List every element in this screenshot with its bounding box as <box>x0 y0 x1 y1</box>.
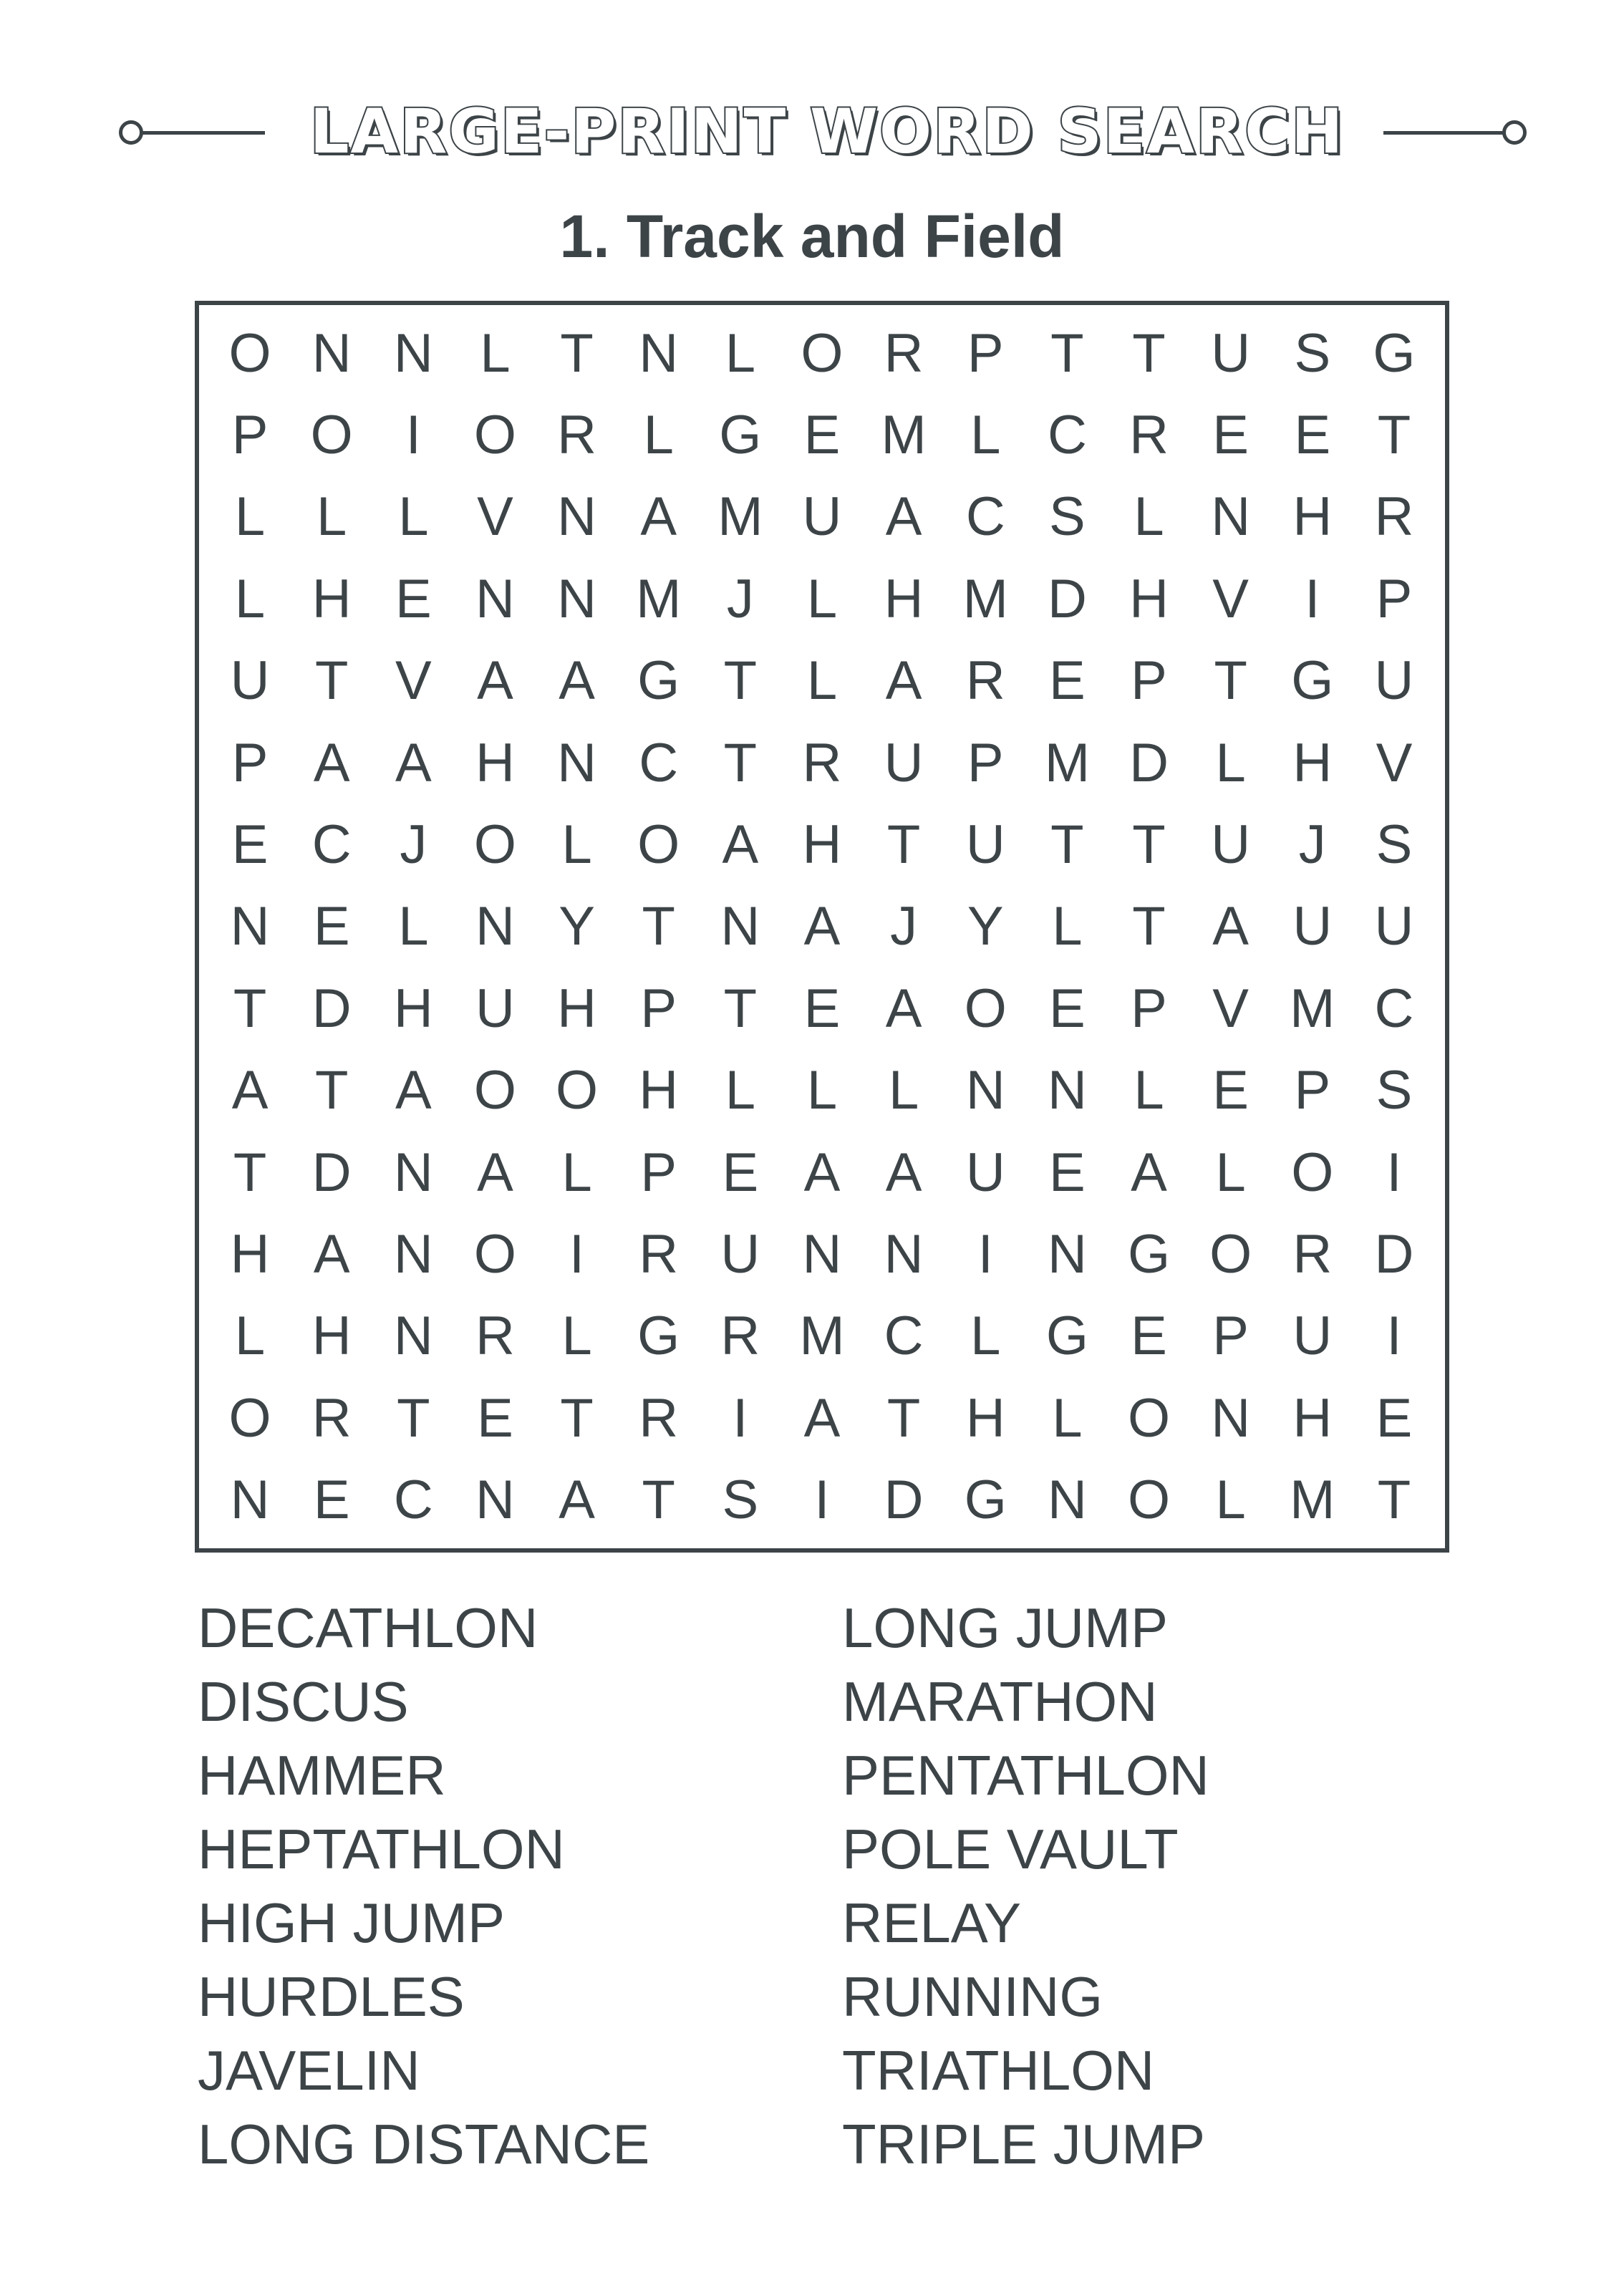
grid-cell: N <box>639 322 679 384</box>
grid-cell: T <box>233 1142 267 1203</box>
grid-cell: P <box>967 732 1004 793</box>
word-list-item: RUNNING <box>842 1965 1103 2028</box>
grid-cell: T <box>723 978 758 1039</box>
grid-cell: R <box>311 1387 352 1449</box>
grid-cell: U <box>802 486 842 548</box>
grid-cell: A <box>477 1142 513 1203</box>
grid-cell: T <box>642 896 675 957</box>
grid-cell: L <box>1134 486 1164 548</box>
grid-cell: N <box>557 486 597 548</box>
puzzle-title: 1. Track and Field <box>559 203 1065 270</box>
header-ornament-left-dot <box>119 120 143 145</box>
word-list-item: HURDLES <box>198 1965 465 2028</box>
word-list-item: RELAY <box>842 1891 1021 1954</box>
grid-cell: R <box>720 1305 760 1367</box>
grid-cell: N <box>1211 1387 1251 1449</box>
grid-cell: H <box>1292 486 1333 548</box>
grid-cell: C <box>311 814 352 876</box>
grid-cell: T <box>560 1387 594 1449</box>
grid-cell: E <box>313 896 350 957</box>
grid-cell: M <box>799 1305 845 1367</box>
grid-cell: E <box>477 1387 513 1449</box>
grid-cell: O <box>1127 1387 1171 1449</box>
grid-cell: O <box>1127 1469 1171 1531</box>
grid-cell: D <box>1047 568 1087 629</box>
grid-cell: T <box>1132 322 1166 384</box>
grid-cell: C <box>393 1469 433 1531</box>
grid-cell: N <box>475 568 515 629</box>
grid-cell: N <box>557 732 597 793</box>
grid-cell: I <box>1305 568 1320 629</box>
word-list-item: TRIPLE JUMP <box>842 2113 1206 2176</box>
grid-cell: L <box>234 568 266 629</box>
grid-cell: D <box>311 978 352 1039</box>
grid-cell: P <box>231 732 269 793</box>
grid-cell: A <box>231 1060 269 1121</box>
grid-cell: O <box>228 1387 271 1449</box>
grid-cell: R <box>557 405 597 466</box>
grid-cell: I <box>814 1469 830 1531</box>
grid-cell: U <box>965 1142 1005 1203</box>
grid-cell: Y <box>559 896 595 957</box>
word-list-left-column <box>198 1591 649 2181</box>
grid-cell: L <box>970 405 1001 466</box>
grid-cell: D <box>311 1142 352 1203</box>
grid-cell: H <box>475 732 515 793</box>
grid-cell: E <box>1049 978 1086 1039</box>
word-list-item: POLE VAULT <box>842 1818 1179 1881</box>
grid-cell: O <box>473 405 517 466</box>
grid-cell: R <box>639 1224 679 1285</box>
grid-cell: H <box>1129 568 1169 629</box>
grid-cell: O <box>310 405 353 466</box>
grid-cell: U <box>965 814 1005 876</box>
grid-cell: T <box>560 322 594 384</box>
grid-cell: M <box>1290 978 1335 1039</box>
grid-cell: O <box>1291 1142 1334 1203</box>
word-list-item: HEPTATHLON <box>198 1818 565 1881</box>
grid-cell: N <box>475 1469 515 1531</box>
grid-cell: A <box>885 650 922 712</box>
grid-cell: L <box>398 486 429 548</box>
grid-cell: G <box>719 405 762 466</box>
grid-cell: H <box>393 978 433 1039</box>
grid-cell: N <box>393 1224 433 1285</box>
grid-cell: E <box>1212 1060 1249 1121</box>
grid-cell: L <box>806 1060 838 1121</box>
grid-cell: Y <box>967 896 1004 957</box>
grid-cell: P <box>231 405 269 466</box>
grid-cell: H <box>311 1305 352 1367</box>
grid-cell: L <box>888 1060 919 1121</box>
grid-cell: N <box>230 896 270 957</box>
word-list-item: HAMMER <box>198 1744 446 1807</box>
grid-cell: G <box>1291 650 1334 712</box>
grid-cell: U <box>1211 322 1251 384</box>
grid-cell: E <box>1049 650 1086 712</box>
grid-cell: V <box>395 650 432 712</box>
grid-cell: G <box>1127 1224 1171 1285</box>
word-list-item: TRIATHLON <box>842 2039 1155 2102</box>
grid-cell: A <box>803 896 841 957</box>
grid-cell: L <box>1052 1387 1083 1449</box>
grid-cell: L <box>561 1142 592 1203</box>
grid-cell: T <box>723 650 758 712</box>
grid-cell: N <box>311 322 352 384</box>
grid-cell: R <box>1129 405 1169 466</box>
grid-cell: L <box>806 568 838 629</box>
grid-cell: A <box>559 650 595 712</box>
page-header <box>0 93 1624 172</box>
grid-cell: T <box>1050 814 1084 876</box>
grid-cell: M <box>636 568 682 629</box>
grid-cell: L <box>480 322 511 384</box>
grid-cell: L <box>725 1060 755 1121</box>
grid-cell: H <box>557 978 597 1039</box>
grid-cell: S <box>1376 1060 1413 1121</box>
grid-cell: E <box>313 1469 350 1531</box>
grid-cell: O <box>556 1060 599 1121</box>
grid-cell: J <box>890 896 918 957</box>
grid-cell: M <box>1290 1469 1335 1531</box>
grid-cell: P <box>640 1142 677 1203</box>
grid-cell: I <box>733 1387 748 1449</box>
grid-cell: G <box>1045 1305 1088 1367</box>
grid-cell: I <box>1386 1142 1402 1203</box>
grid-cell: A <box>1212 896 1249 957</box>
grid-cell: T <box>1377 405 1411 466</box>
grid-cell: C <box>1374 978 1414 1039</box>
grid-cell: S <box>1294 322 1331 384</box>
grid-cell: T <box>397 1387 430 1449</box>
grid-cell: O <box>801 322 844 384</box>
grid-cell: A <box>395 1060 432 1121</box>
grid-cell: O <box>473 814 517 876</box>
grid-cell: H <box>230 1224 270 1285</box>
grid-cell: L <box>234 1305 266 1367</box>
grid-cell: A <box>803 1387 841 1449</box>
word-list-item: HIGH JUMP <box>198 1891 505 1954</box>
grid-cell: V <box>1212 978 1249 1039</box>
grid-cell: E <box>1131 1305 1167 1367</box>
grid-cell: U <box>475 978 515 1039</box>
grid-cell: E <box>1376 1387 1413 1449</box>
grid-cell: E <box>1212 405 1249 466</box>
grid-cell: S <box>722 1469 759 1531</box>
word-list-right-column <box>842 1591 1209 2181</box>
grid-cell: T <box>723 732 758 793</box>
header-ornament-right-dot <box>1502 120 1527 145</box>
word-list-item: MARATHON <box>842 1670 1158 1733</box>
grid-cell: L <box>398 896 429 957</box>
grid-cell: N <box>1047 1469 1087 1531</box>
grid-cell: H <box>965 1387 1005 1449</box>
word-list-item: LONG DISTANCE <box>198 2113 650 2176</box>
grid-cell: N <box>393 1142 433 1203</box>
grid-cell: H <box>639 1060 679 1121</box>
header-ornament-right-line <box>1383 131 1505 135</box>
grid-cell: P <box>1131 978 1167 1039</box>
grid-cell: T <box>1132 814 1166 876</box>
grid-cell: M <box>1044 732 1091 793</box>
grid-cell: U <box>884 732 924 793</box>
grid-cell: T <box>1377 1469 1411 1531</box>
grid-cell: N <box>802 1224 842 1285</box>
grid-cell: J <box>726 568 754 629</box>
grid-cell: C <box>639 732 679 793</box>
grid-cell: A <box>313 1224 350 1285</box>
grid-cell: N <box>965 1060 1005 1121</box>
grid-cell: N <box>393 322 433 384</box>
grid-cell: N <box>557 568 597 629</box>
grid-cell: L <box>970 1305 1001 1367</box>
grid-cell: P <box>1294 1060 1331 1121</box>
grid-cell: J <box>1298 814 1326 876</box>
grid-cell: L <box>561 1305 592 1367</box>
grid-cell: E <box>231 814 269 876</box>
grid-cell: R <box>1374 486 1414 548</box>
grid-cell: R <box>1292 1224 1333 1285</box>
grid-cell: U <box>1292 1305 1333 1367</box>
grid-cell: C <box>1047 405 1087 466</box>
grid-cell: U <box>1292 896 1333 957</box>
grid-cell: L <box>561 814 592 876</box>
word-list-item: LONG JUMP <box>842 1596 1169 1659</box>
grid-cell: D <box>1374 1224 1414 1285</box>
grid-cell: A <box>885 486 922 548</box>
grid-cell: T <box>886 814 921 876</box>
word-list-item: JAVELIN <box>198 2039 420 2102</box>
grid-cell: T <box>1050 322 1084 384</box>
grid-cell: V <box>477 486 513 548</box>
grid-cell: M <box>962 568 1008 629</box>
grid-cell: A <box>803 1142 841 1203</box>
grid-cell: A <box>885 978 922 1039</box>
grid-cell: N <box>230 1469 270 1531</box>
grid-cell: N <box>884 1224 924 1285</box>
grid-cell: H <box>802 814 842 876</box>
grid-cell: J <box>400 814 427 876</box>
word-list-item: PENTATHLON <box>842 1744 1209 1807</box>
grid-cell: N <box>1047 1060 1087 1121</box>
grid-cell: A <box>559 1469 595 1531</box>
grid-cell: P <box>640 978 677 1039</box>
grid-cell: S <box>1049 486 1086 548</box>
grid-cell: I <box>977 1224 993 1285</box>
grid-cell: N <box>1047 1224 1087 1285</box>
grid-cell: O <box>473 1060 517 1121</box>
grid-cell: V <box>1376 732 1413 793</box>
grid-cell: P <box>967 322 1004 384</box>
grid-cell: O <box>228 322 271 384</box>
word-list-item: DECATHLON <box>198 1596 538 1659</box>
page-title: LARGE-PRINT WORD SEARCH <box>309 96 1345 168</box>
grid-cell: G <box>637 650 680 712</box>
grid-cell: M <box>717 486 763 548</box>
grid-cell: A <box>395 732 432 793</box>
grid-cell: T <box>886 1387 921 1449</box>
grid-cell: L <box>1134 1060 1164 1121</box>
grid-cell: E <box>803 978 841 1039</box>
grid-cell: A <box>722 814 759 876</box>
grid-cell: D <box>884 1469 924 1531</box>
grid-cell: C <box>884 1305 924 1367</box>
grid-cell: G <box>964 1469 1007 1531</box>
grid-cell: U <box>1374 896 1414 957</box>
grid-cell: T <box>233 978 267 1039</box>
grid-cell: A <box>477 650 513 712</box>
grid-cell: H <box>1292 1387 1333 1449</box>
grid-cell: L <box>1052 896 1083 957</box>
grid-cell: T <box>642 1469 675 1531</box>
grid-cell: L <box>643 405 674 466</box>
grid-cell: P <box>1131 650 1167 712</box>
grid-cell: E <box>1294 405 1331 466</box>
grid-cell: I <box>405 405 421 466</box>
grid-cell: I <box>569 1224 585 1285</box>
grid-cell: O <box>1209 1224 1252 1285</box>
grid-cell: L <box>1215 1142 1246 1203</box>
grid-cell: I <box>1386 1305 1402 1367</box>
grid-cell: T <box>314 650 349 712</box>
grid-cell: L <box>316 486 347 548</box>
grid-cell: O <box>964 978 1007 1039</box>
grid-cell: R <box>475 1305 515 1367</box>
grid-cell: L <box>725 322 755 384</box>
grid-cell: R <box>802 732 842 793</box>
grid-cell: T <box>1214 650 1247 712</box>
grid-cell: R <box>965 650 1005 712</box>
grid-cell: L <box>1215 732 1246 793</box>
grid-cell: T <box>1132 896 1166 957</box>
grid-cell: G <box>1373 322 1416 384</box>
grid-cell: L <box>234 486 266 548</box>
grid-cell: E <box>803 405 841 466</box>
grid-cell: O <box>637 814 680 876</box>
grid-cell: E <box>395 568 432 629</box>
grid-cell: P <box>1212 1305 1249 1367</box>
grid-cell: L <box>1215 1469 1246 1531</box>
grid-cell: A <box>313 732 350 793</box>
grid-cell: R <box>639 1387 679 1449</box>
grid-cell: U <box>720 1224 760 1285</box>
grid-cell: N <box>393 1305 433 1367</box>
grid-cell: M <box>881 405 927 466</box>
grid-cell: P <box>1376 568 1413 629</box>
grid-cell: N <box>475 896 515 957</box>
grid-cell: D <box>1129 732 1169 793</box>
grid-cell: R <box>884 322 924 384</box>
grid-cell: H <box>884 568 924 629</box>
grid-cell: C <box>965 486 1005 548</box>
grid-cell: S <box>1376 814 1413 876</box>
grid-cell: A <box>885 1142 922 1203</box>
grid-cell: L <box>806 650 838 712</box>
grid-cell: O <box>473 1224 517 1285</box>
grid-cell: E <box>1049 1142 1086 1203</box>
word-list-item: DISCUS <box>198 1670 409 1733</box>
grid-cell: A <box>640 486 677 548</box>
grid-cell: N <box>720 896 760 957</box>
grid-cell: E <box>722 1142 759 1203</box>
grid-cell: U <box>1211 814 1251 876</box>
letter-grid <box>195 301 1449 1553</box>
grid-cell: H <box>1292 732 1333 793</box>
grid-cell: A <box>1131 1142 1167 1203</box>
grid-cell: H <box>311 568 352 629</box>
grid-cell: N <box>1211 486 1251 548</box>
grid-cell: G <box>637 1305 680 1367</box>
grid-cell: V <box>1212 568 1249 629</box>
grid-cell: U <box>1374 650 1414 712</box>
header-ornament-left-line <box>140 131 265 135</box>
grid-cell: U <box>230 650 270 712</box>
grid-cell: T <box>314 1060 349 1121</box>
